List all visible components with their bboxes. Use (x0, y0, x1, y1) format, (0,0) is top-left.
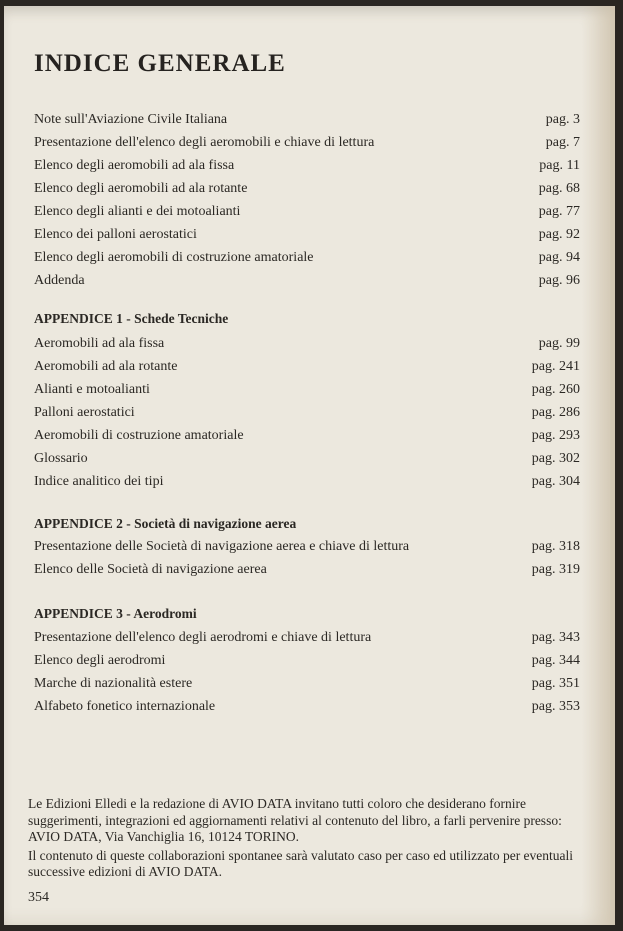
toc-entry-page: pag. 286 (531, 405, 580, 420)
toc-entry (34, 448, 580, 470)
toc-entry-label: Addenda (34, 273, 85, 288)
toc-entry-label: Palloni aerostatici (34, 405, 135, 420)
appendix-3-heading: APPENDICE 3 - Aerodromi (34, 606, 197, 621)
toc-entry-label: Elenco degli aeromobili ad ala fissa (34, 158, 235, 173)
toc-entry-page: pag. 304 (531, 474, 580, 489)
toc-entry-label: Note sull'Aviazione Civile Italiana (34, 112, 228, 127)
toc-entry-page: pag. 11 (539, 158, 580, 173)
toc-entry (34, 402, 580, 424)
toc-entry-label: Elenco degli aerodromi (34, 653, 166, 668)
toc-entry (34, 356, 580, 378)
toc-entry (34, 471, 580, 493)
toc-entry-label: Alianti e motoalianti (34, 382, 150, 397)
toc-entry (34, 155, 580, 177)
toc-entry-page: pag. 99 (538, 336, 580, 351)
editorial-note (28, 796, 584, 883)
toc-entry-label: Elenco degli alianti e dei motoalianti (34, 204, 241, 219)
toc-entry-label: Glossario (34, 451, 88, 466)
page-edge-shadow (581, 6, 615, 925)
toc-entry-page: pag. 94 (538, 250, 580, 265)
toc-entry (34, 627, 580, 649)
appendix-1-heading: APPENDICE 1 - Schede Tecniche (34, 311, 229, 326)
toc-entry-page: pag. 302 (531, 451, 580, 466)
toc-entry-label: Aeromobili ad ala fissa (34, 336, 165, 351)
toc-entry-label: Aeromobili di costruzione amatoriale (34, 428, 244, 443)
toc-entry (34, 178, 580, 200)
toc-entry-label: Elenco degli aeromobili ad ala rotante (34, 181, 248, 196)
toc-entry (34, 109, 580, 131)
toc-entry (34, 270, 580, 292)
toc-entry-label: Presentazione dell'elenco degli aeromobili e chiave di lettura (34, 135, 375, 150)
toc-entry-label: Elenco degli aeromobili di costruzione amatoriale (34, 250, 314, 265)
toc-entry (34, 696, 580, 718)
editorial-note-paragraph: Il contenuto di queste collaborazioni spontanee sarà valutato caso per caso ed utilizzato per eventuali successive edizioni di AVIO DATA. (28, 847, 574, 879)
editorial-note-paragraph: Le Edizioni Elledi e la redazione di AVIO DATA invitano tutti coloro che desiderano fornire suggerimenti, integrazioni ed aggiornamenti relativi al contenuto del libro, a farli pervenire presso: AVIO DATA, Via Vanchiglia 16, 10124 TORINO. (28, 796, 562, 844)
toc-entry-label: Marche di nazionalità estere (34, 676, 193, 691)
toc-entry-label: Presentazione dell'elenco degli aerodromi e chiave di lettura (34, 630, 372, 645)
toc-entry (34, 425, 580, 447)
toc-entry-page: pag. 343 (531, 630, 580, 645)
toc-entry-page: pag. 68 (538, 181, 580, 196)
toc-entry-page: pag. 260 (531, 382, 580, 397)
toc-entry-label: Presentazione delle Società di navigazione aerea e chiave di lettura (34, 539, 410, 554)
page-number: 354 (28, 890, 49, 905)
toc-entry-page: pag. 351 (531, 676, 580, 691)
toc-entry (34, 132, 580, 154)
toc-entry-page: pag. 3 (545, 112, 580, 127)
toc-entry-page: pag. 344 (531, 653, 580, 668)
toc-entry-page: pag. 241 (531, 359, 580, 374)
toc-entry-page: pag. 319 (531, 562, 580, 577)
toc-entry (34, 379, 580, 401)
toc-entry-page: pag. 77 (538, 204, 580, 219)
toc-entry-page: pag. 92 (538, 227, 580, 242)
toc-entry-page: pag. 318 (531, 539, 580, 554)
appendix-2-heading: APPENDICE 2 - Società di navigazione aerea (34, 516, 297, 531)
page-title: INDICE GENERALE (34, 50, 286, 77)
toc-entry (34, 247, 580, 269)
toc-entry-label: Aeromobili ad ala rotante (34, 359, 178, 374)
toc-entry-label: Alfabeto fonetico internazionale (34, 699, 216, 714)
toc-entry (34, 536, 580, 558)
toc-entry (34, 333, 580, 355)
toc-entry-label: Indice analitico dei tipi (34, 474, 164, 489)
toc-entry (34, 559, 580, 581)
toc-entry (34, 673, 580, 695)
toc-entry (34, 650, 580, 672)
toc-entry-label: Elenco dei palloni aerostatici (34, 227, 197, 242)
toc-entry-page: pag. 293 (531, 428, 580, 443)
toc-entry-page: pag. 7 (545, 135, 580, 150)
toc-entry (34, 224, 580, 246)
toc-entry-page: pag. 353 (531, 699, 580, 714)
toc-entry (34, 201, 580, 223)
book-page (4, 6, 615, 925)
toc-entry-label: Elenco delle Società di navigazione aerea (34, 562, 267, 577)
toc-entry-page: pag. 96 (538, 273, 580, 288)
